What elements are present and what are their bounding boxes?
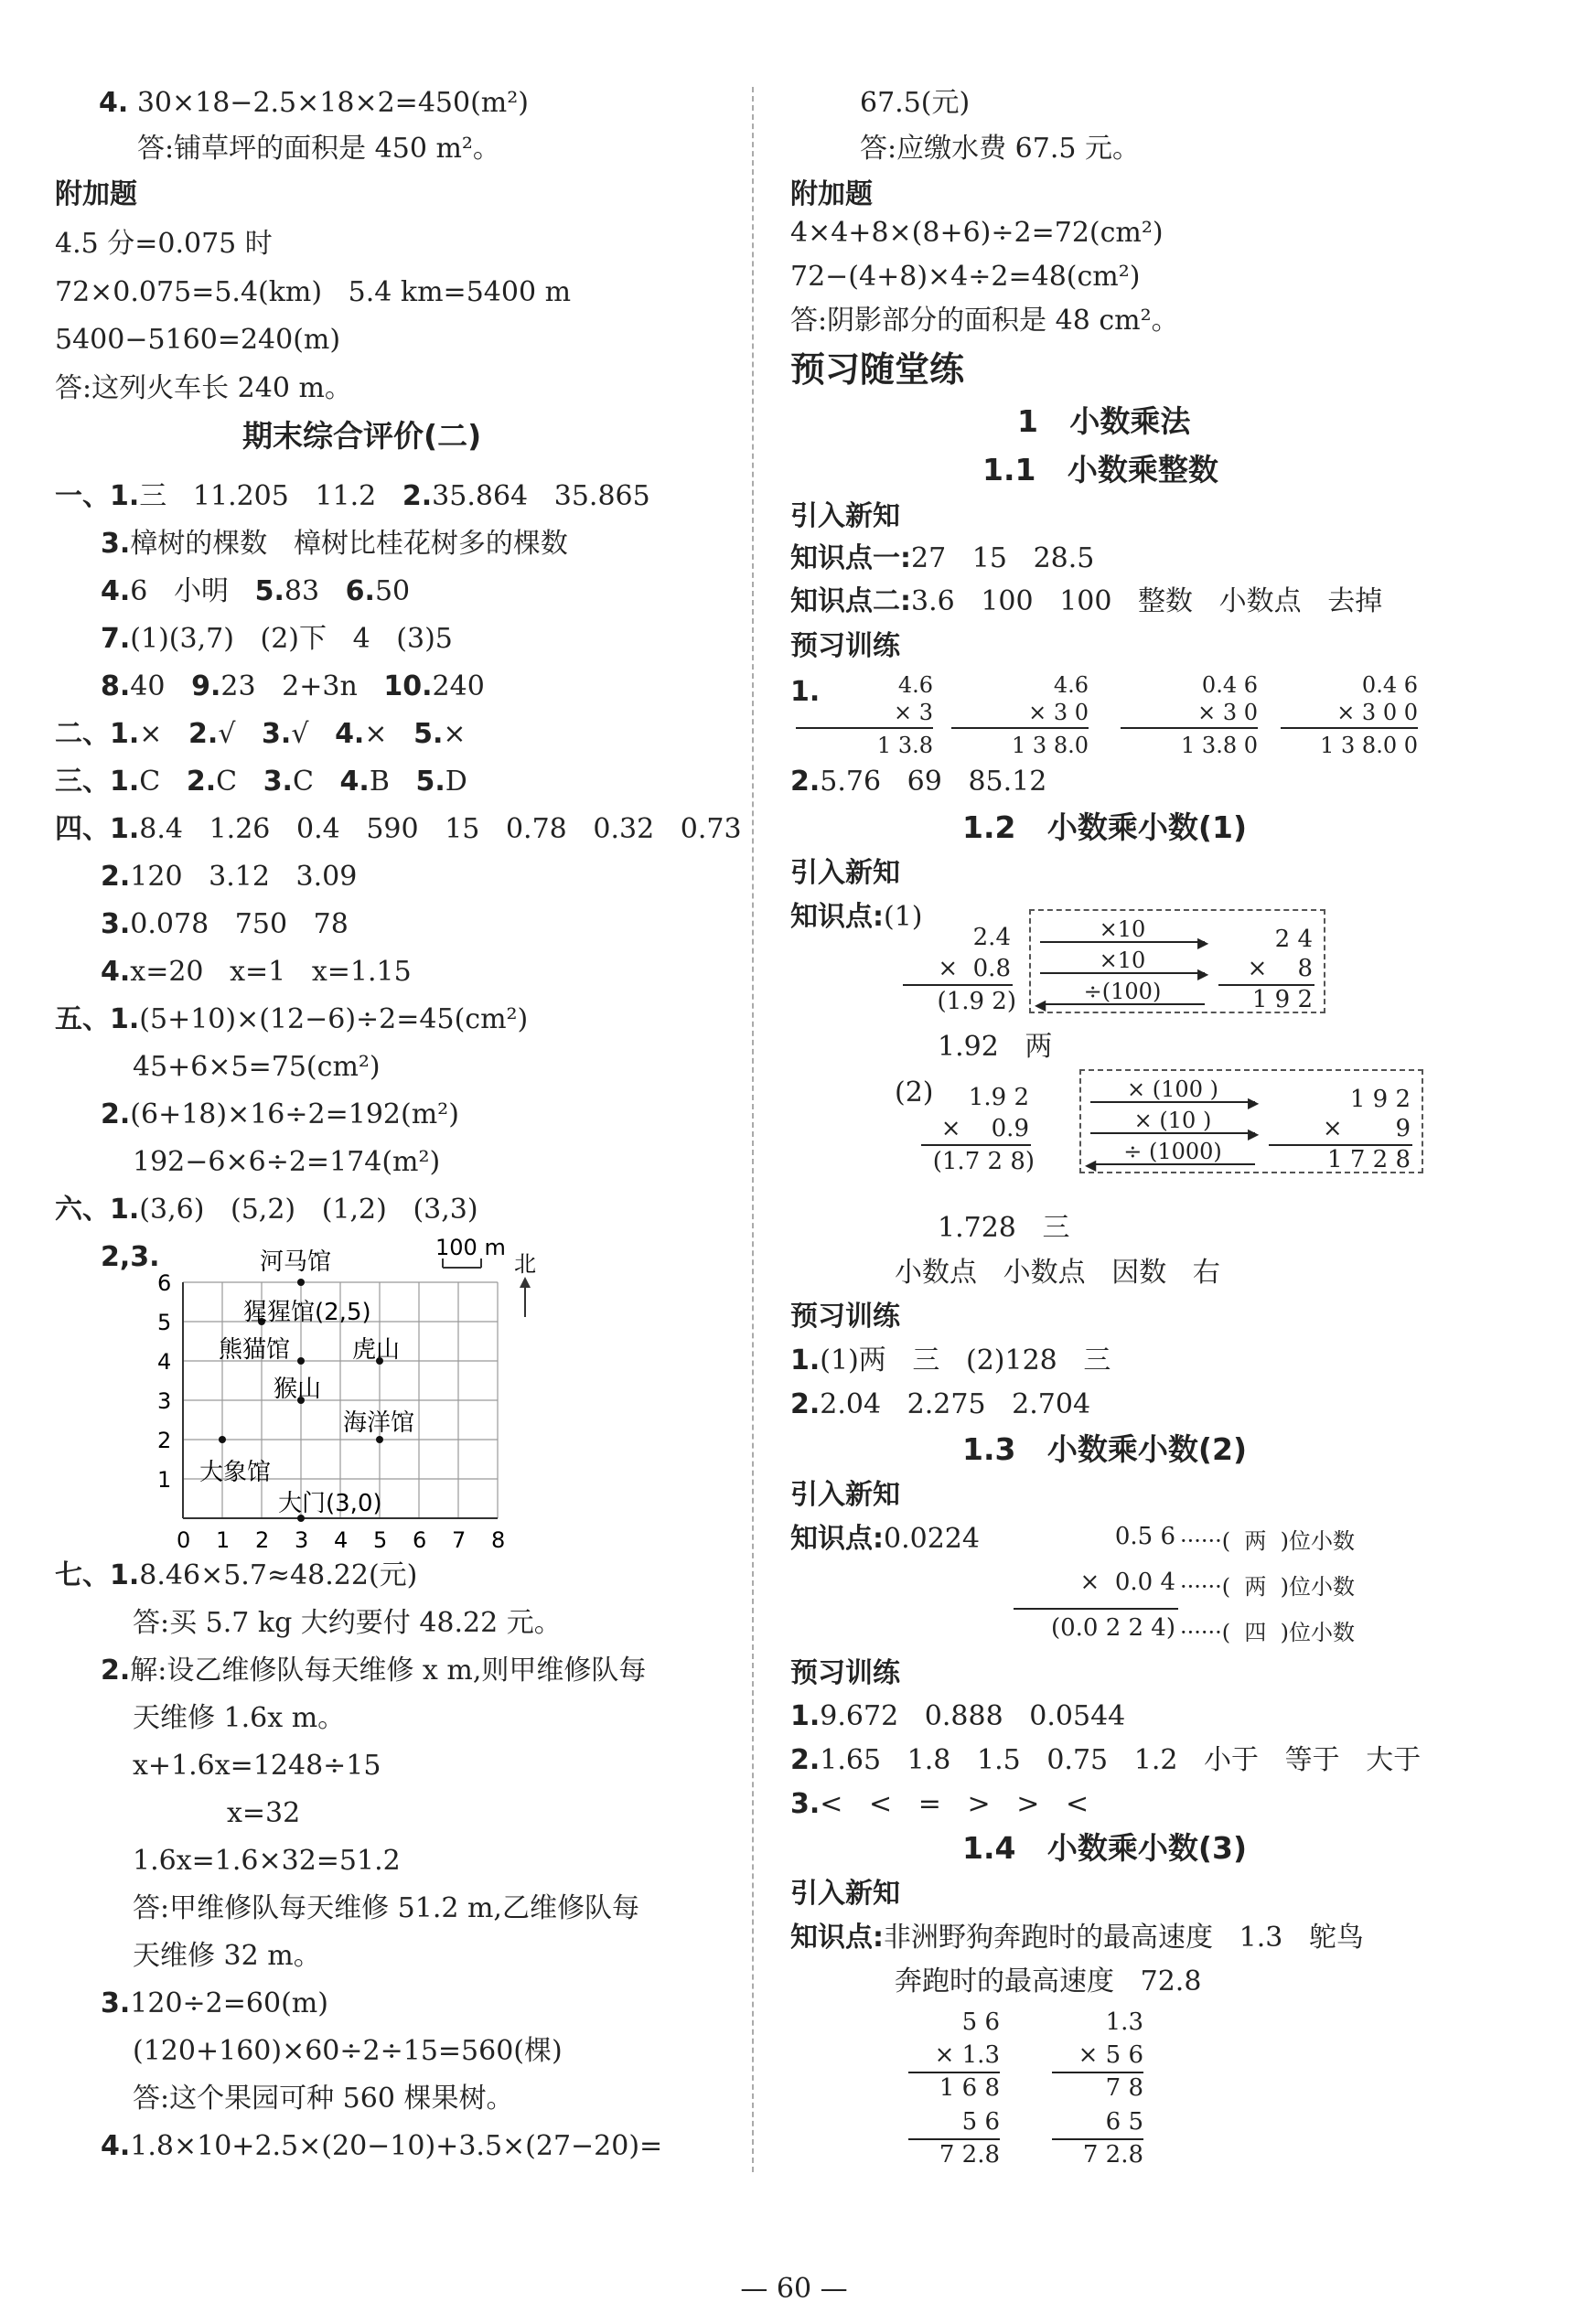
calc-row: 5 6 — [961, 2108, 1000, 2136]
x-tick: 3 — [295, 1527, 309, 1553]
answer-text: 答:这列火车长 240 m。 — [55, 372, 352, 404]
map-label: 猴山 — [274, 1376, 322, 1403]
line: 2.1.65 1.8 1.5 0.75 1.2 小于 等于 大于 — [790, 1744, 1422, 1776]
page-number: — 60 — — [740, 2273, 848, 2305]
scale-label: 100 m — [435, 1235, 506, 1260]
map-label: 虎山 — [352, 1336, 401, 1364]
line: 192−6×6÷2=174(m²) — [133, 1146, 441, 1178]
line: 一、1.三 11.205 11.2 2.35.864 35.865 — [55, 480, 650, 512]
answer-text: 答:阴影部分的面积是 48 cm²。 — [790, 305, 1179, 337]
line: 4. 30×18−2.5×18×2=450(m²) — [99, 87, 529, 119]
rule-line — [1052, 2072, 1143, 2073]
map-point — [297, 1279, 305, 1286]
line: 知识点:非洲野狗奔跑时的最高速度 1.3 鸵鸟 — [790, 1922, 1364, 1954]
arrow-line — [1090, 1101, 1255, 1103]
lesson-title: 1.1 小数乘整数 — [982, 452, 1218, 487]
rule-line — [908, 2138, 1000, 2140]
x-tick: 6 — [413, 1527, 427, 1553]
line: 奔跑时的最高速度 72.8 — [895, 1965, 1202, 1997]
line: 1.92 两 — [938, 1031, 1053, 1063]
multiplier: × 3 0 — [1028, 700, 1089, 725]
arrow-head: ▶ — [1248, 1094, 1260, 1111]
line: 7.(1)(3,7) (2)下 4 (3)5 — [101, 623, 453, 655]
x-tick: 2 — [255, 1527, 270, 1553]
y-tick: 5 — [157, 1310, 172, 1335]
subheading: 引入新知 — [790, 857, 900, 889]
line: 5400−5160=240(m) — [55, 324, 341, 356]
subheading: 预习训练 — [790, 630, 900, 662]
line: 45+6×5=75(cm²) — [133, 1051, 381, 1083]
line: (120+160)×60÷2÷15=560(棵) — [133, 2035, 563, 2067]
multiplier: × 3 0 0 — [1336, 700, 1418, 725]
north-label: 北 — [514, 1251, 536, 1277]
line: 2,3. — [101, 1241, 160, 1273]
answer-text: 答:甲维修队每天维修 51.2 m,乙维修队每 — [133, 1892, 639, 1924]
line: 4.5 分=0.075 时 — [55, 228, 273, 260]
operand: 4.6 — [1053, 672, 1089, 698]
rule-line — [921, 1144, 1031, 1146]
dashed-box — [1079, 1069, 1423, 1173]
zoo-map — [146, 1235, 567, 1555]
operand: 4.6 — [897, 672, 933, 698]
operation-label: × (100 ) — [1127, 1076, 1218, 1102]
column-divider — [752, 87, 754, 2172]
rule-line — [1121, 727, 1258, 729]
result: 1 9 2 — [1251, 986, 1313, 1013]
answer-text: 答:买 5.7 kg 大约要付 48.22 元。 — [133, 1607, 562, 1639]
subheading: 引入新知 — [790, 500, 900, 532]
map-point — [297, 1357, 305, 1365]
section-title: 预习随堂练 — [790, 349, 965, 390]
arrow-head: ▶ — [1197, 965, 1209, 982]
arrow-line — [1090, 1132, 1255, 1134]
y-tick: 2 — [157, 1428, 172, 1453]
line: 3.< < = > > < — [790, 1788, 1089, 1820]
multiplier: × 3 0 — [1197, 700, 1258, 725]
map-grid — [157, 1235, 536, 1553]
line: 72−(4+8)×4÷2=48(cm²) — [790, 261, 1141, 293]
multiplier: × 0.9 — [940, 1115, 1029, 1142]
subheading: 引入新知 — [790, 1878, 900, 1910]
decimal-note: ······( 两 )位小数 — [1180, 1574, 1356, 1600]
calc-row: 7 8 — [1105, 2074, 1143, 2102]
result: 1 3 8.0 — [1012, 733, 1089, 758]
line: 二、1.× 2.√ 3.√ 4.× 5.× — [55, 718, 467, 750]
arrow-head: ◀ — [1035, 996, 1046, 1013]
rule-line — [908, 2072, 1000, 2073]
line: 天维修 1.6x m。 — [133, 1702, 346, 1734]
y-tick: 6 — [157, 1270, 172, 1296]
arrow-head: ▶ — [1248, 1125, 1260, 1142]
line: 小数点 小数点 因数 右 — [895, 1257, 1220, 1289]
rule-line — [903, 984, 1013, 986]
line: 4.x=20 x=1 x=1.15 — [101, 956, 412, 988]
y-tick: 1 — [157, 1467, 172, 1493]
arrow-line — [1040, 972, 1205, 974]
line: 七、1.8.46×5.7≈48.22(元) — [55, 1559, 418, 1591]
line: 3.樟树的棵数 樟树比桂花树多的棵数 — [101, 528, 568, 560]
multiplier: × 0.8 — [938, 955, 1011, 982]
rule-line — [1281, 727, 1418, 729]
calc-row: 1.3 — [1105, 2008, 1143, 2036]
multiplier: × 3 — [893, 700, 933, 725]
line: 4×4+8×(8+6)÷2=72(cm²) — [790, 217, 1164, 249]
operand: × 0.0 4 — [1079, 1569, 1175, 1596]
result: 1 3.8 — [876, 733, 933, 758]
line: 五、1.(5+10)×(12−6)÷2=45(cm²) — [55, 1003, 529, 1035]
line: 67.5(元) — [860, 87, 971, 119]
result: 1 3 8.0 0 — [1320, 733, 1418, 758]
lesson-title: 1.3 小数乘小数(2) — [962, 1431, 1248, 1467]
operation-label: ÷ (1000) — [1123, 1139, 1222, 1164]
line: 1.(1)两 三 (2)128 三 — [790, 1344, 1111, 1376]
answer-text: 答:应缴水费 67.5 元。 — [860, 133, 1140, 165]
subheading: 引入新知 — [790, 1479, 900, 1511]
line: 2.5.76 69 85.12 — [790, 766, 1047, 798]
x-tick: 5 — [373, 1527, 388, 1553]
operand: 2.4 — [972, 924, 1011, 951]
lesson-title: 1.2 小数乘小数(1) — [962, 809, 1248, 845]
x-tick: 1 — [216, 1527, 231, 1553]
operand: 2 4 — [1274, 926, 1313, 953]
operation-label: × (10 ) — [1133, 1108, 1212, 1133]
line: 六、1.(3,6) (5,2) (1,2) (3,3) — [55, 1194, 478, 1226]
arrow-head: ◀ — [1085, 1156, 1097, 1173]
operand: 1.9 2 — [968, 1084, 1029, 1111]
line: 1.9.672 0.888 0.0544 — [790, 1700, 1126, 1732]
calc-row: 6 5 — [1105, 2108, 1143, 2136]
map-label: 熊猫馆 — [219, 1336, 291, 1364]
y-tick: 3 — [157, 1388, 172, 1414]
line: 知识点:(1) — [790, 901, 923, 933]
operand: 1 9 2 — [1349, 1086, 1411, 1113]
result: 1 7 2 8 — [1327, 1146, 1411, 1173]
chapter-title: 1 小数乘法 — [1017, 403, 1191, 439]
line: 2.(6+18)×16÷2=192(m²) — [101, 1098, 459, 1130]
y-tick: 4 — [157, 1349, 172, 1375]
x-tick: 4 — [334, 1527, 349, 1553]
result: (1.9 2) — [937, 988, 1016, 1015]
arrow-line — [1090, 1163, 1255, 1165]
operand: 0.5 6 — [1114, 1523, 1175, 1550]
line: 72×0.075=5.4(km) 5.4 km=5400 m — [55, 276, 572, 308]
rule-line — [951, 727, 1089, 729]
line: 2.120 3.12 3.09 — [101, 861, 358, 893]
operation-label: ×10 — [1099, 916, 1146, 942]
arrow-line — [1040, 941, 1205, 943]
arrow-line — [1040, 1003, 1205, 1005]
calc-row: 7 2.8 — [1082, 2141, 1143, 2169]
answer-text: 天维修 32 m。 — [133, 1940, 321, 1972]
result: (1.7 2 8) — [932, 1148, 1035, 1175]
line: 1.6x=1.6×32=51.2 — [133, 1845, 401, 1877]
decimal-note: ······( 两 )位小数 — [1180, 1528, 1356, 1554]
decimal-note: ······( 四 )位小数 — [1180, 1620, 1356, 1645]
map-label: 河马馆 — [260, 1248, 332, 1276]
subheading: 预习训练 — [790, 1657, 900, 1689]
question-number: 1. — [790, 676, 821, 708]
line: 3.120÷2=60(m) — [101, 1987, 328, 2019]
line: x+1.6x=1248÷15 — [133, 1750, 381, 1782]
dashed-box — [1029, 909, 1325, 1013]
section-title: 期末综合评价(二) — [242, 418, 482, 454]
result: 1 3.8 0 — [1181, 733, 1258, 758]
x-tick: 8 — [491, 1527, 506, 1553]
rule-line — [1014, 1608, 1178, 1610]
line: 1.728 三 — [938, 1212, 1070, 1244]
lesson-title: 1.4 小数乘小数(3) — [962, 1830, 1248, 1866]
line: 4.6 小明 5.83 6.50 — [101, 575, 411, 607]
extra-heading: 附加题 — [790, 178, 873, 210]
calc-row: 1 6 8 — [939, 2074, 1000, 2102]
x-tick: 7 — [452, 1527, 467, 1553]
line: 三、1.C 2.C 3.C 4.B 5.D — [55, 766, 467, 798]
rule-line — [1052, 2138, 1143, 2140]
calc-row: × 1.3 — [934, 2041, 1000, 2069]
map-point — [219, 1436, 226, 1443]
calc-row: 7 2.8 — [939, 2141, 1000, 2169]
answer-text: 答:这个果园可种 560 棵果树。 — [133, 2083, 514, 2115]
x-tick: 0 — [177, 1527, 191, 1553]
arrow-head: ▶ — [1197, 934, 1209, 951]
extra-heading: 附加题 — [55, 178, 137, 210]
calc-row: 5 6 — [961, 2008, 1000, 2036]
line: 知识点:0.0224 — [790, 1523, 980, 1555]
map-label: 大象馆 — [199, 1459, 272, 1486]
operand: 0.4 6 — [1361, 672, 1418, 698]
operand: (0.0 2 2 4) — [1050, 1614, 1175, 1642]
operand: 0.4 6 — [1201, 672, 1258, 698]
line: x=32 — [227, 1797, 301, 1829]
line: 四、1.8.4 1.26 0.4 590 15 0.78 0.32 0.73 — [55, 813, 742, 845]
line: 2.2.04 2.275 2.704 — [790, 1388, 1091, 1420]
multiplier: × 8 — [1247, 955, 1313, 982]
map-point — [376, 1436, 383, 1443]
line: 4.1.8×10+2.5×(20−10)+3.5×(27−20)= — [101, 2130, 663, 2162]
north-arrow-head — [520, 1277, 531, 1288]
line: 知识点一:27 15 28.5 — [790, 542, 1095, 574]
subheading: 预习训练 — [790, 1301, 900, 1333]
multiplier: × 9 — [1322, 1115, 1411, 1142]
rule-line — [796, 727, 933, 729]
line: 知识点二:3.6 100 100 整数 小数点 去掉 — [790, 585, 1383, 617]
line: 2.解:设乙维修队每天维修 x m,则甲维修队每 — [101, 1655, 647, 1687]
map-label: 猩猩馆(2,5) — [243, 1299, 371, 1326]
line: 3.0.078 750 78 — [101, 908, 349, 940]
operation-label: ×10 — [1099, 948, 1146, 973]
line: 8.40 9.23 2+3n 10.240 — [101, 670, 485, 702]
operation-label: ÷(100) — [1083, 979, 1162, 1004]
map-label: 海洋馆 — [343, 1409, 415, 1437]
line: (2) — [895, 1076, 934, 1108]
calc-row: × 5 6 — [1078, 2041, 1143, 2069]
map-label: 大门(3,0) — [278, 1490, 382, 1517]
answer-text: 答:铺草坪的面积是 450 m²。 — [137, 133, 500, 165]
